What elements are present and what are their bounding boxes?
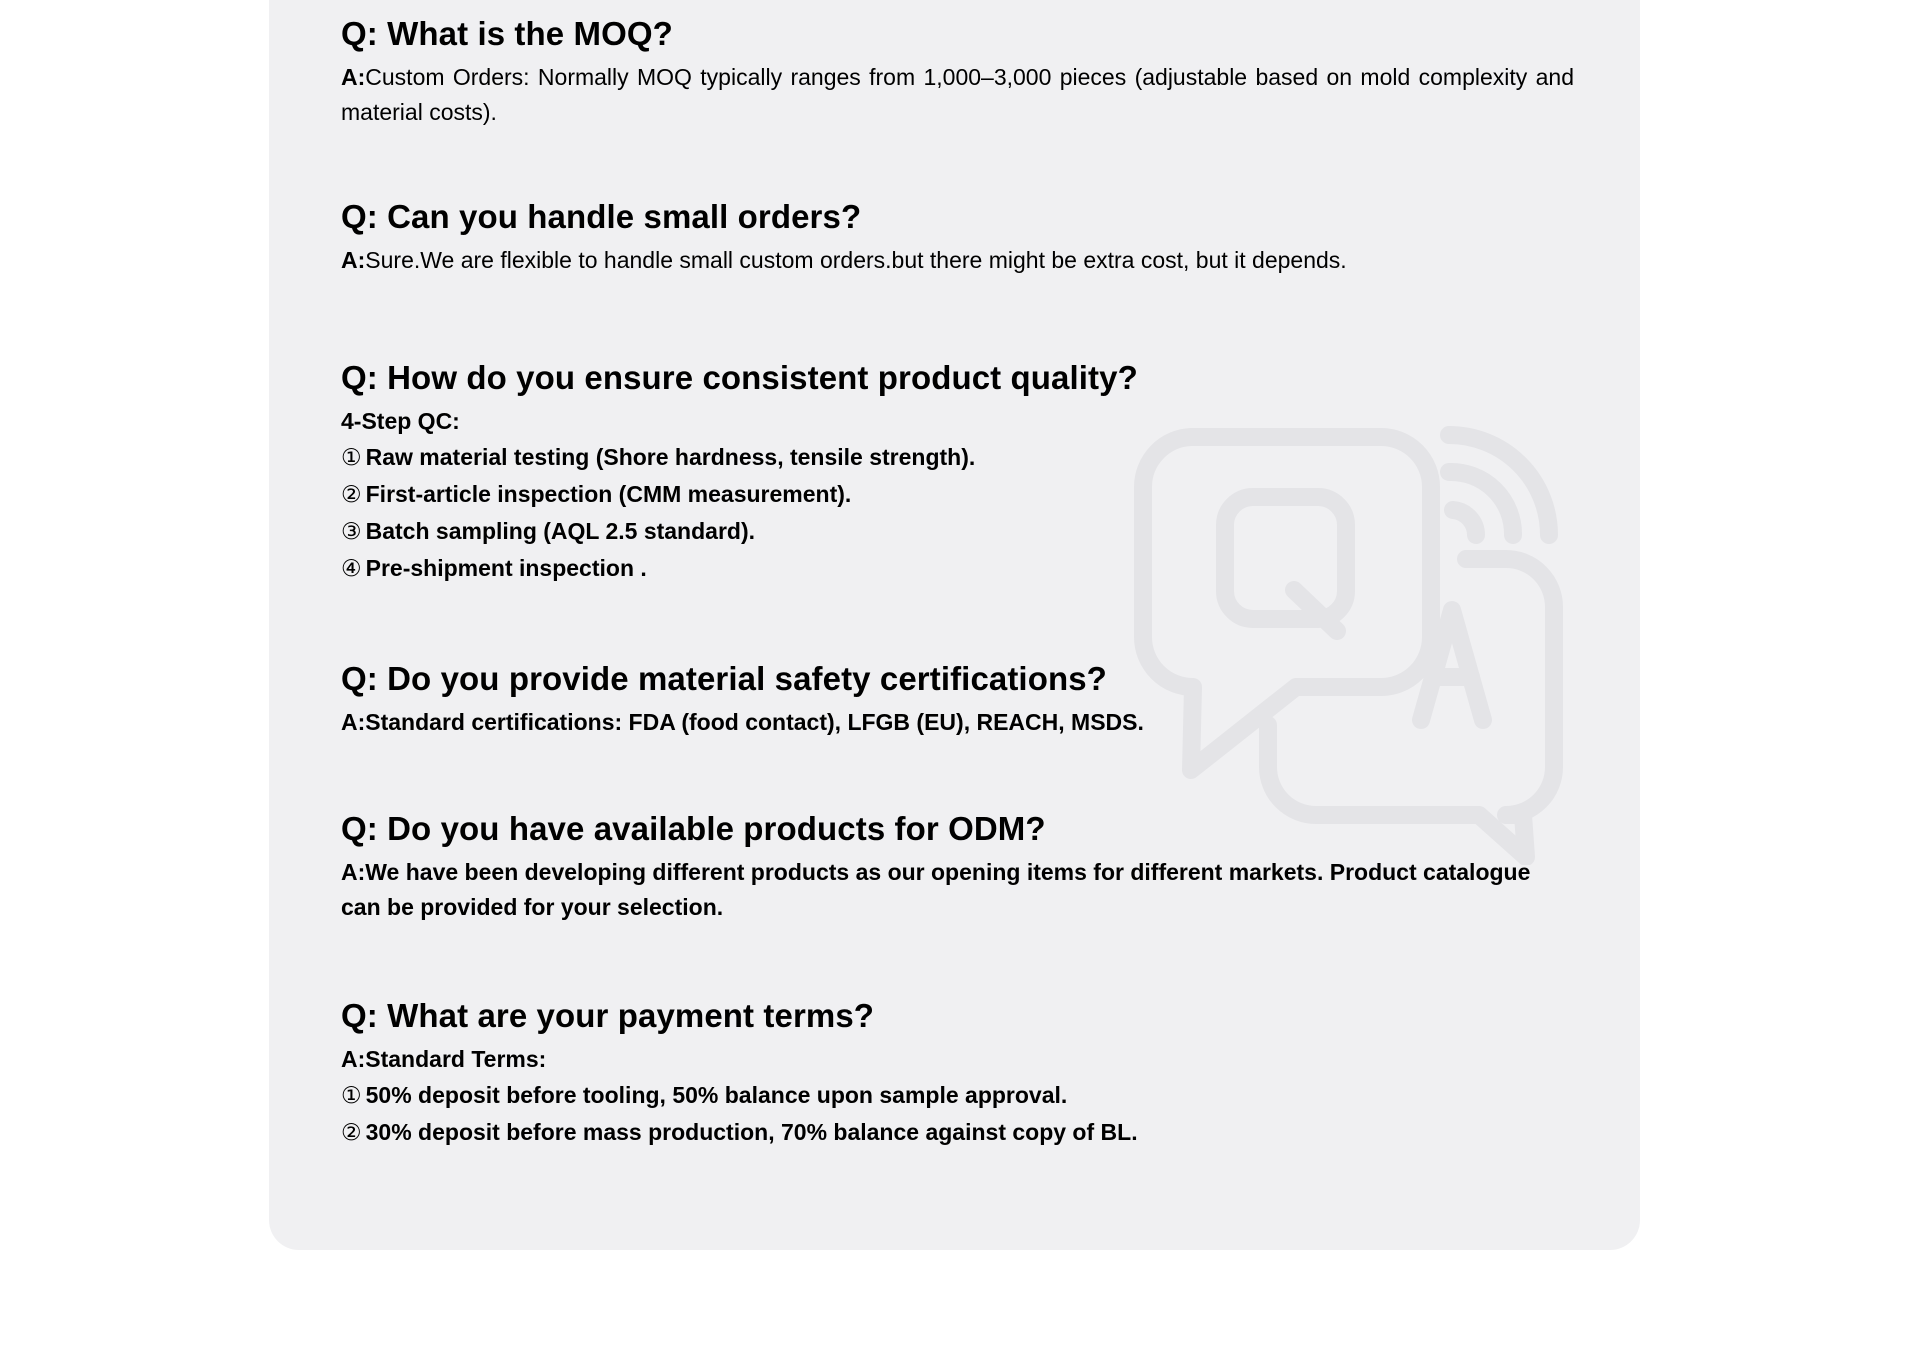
qc-step (341, 439, 1574, 476)
answer-intro: A:Standard Terms: (341, 1046, 547, 1072)
faq-answer (341, 404, 1574, 587)
faq-question: Q: How do you ensure consistent product quality? (341, 359, 1138, 396)
step-marker: ④ (341, 556, 362, 582)
faq-item-payment-terms (341, 996, 1574, 1151)
step-text: 50% deposit before tooling, 50% balance upon sample approval. (365, 1082, 1068, 1108)
qc-step (341, 476, 1574, 513)
answer-prefix: A: (341, 64, 366, 90)
faq-answer (341, 243, 1574, 278)
faq-answer (341, 60, 1574, 130)
step-text: Batch sampling (AQL 2.5 standard). (365, 518, 755, 544)
step-marker: ② (341, 482, 362, 508)
faq-item-small-orders (341, 197, 1574, 278)
faq-item-moq (341, 14, 1574, 130)
qc-step (341, 550, 1574, 587)
answer-text: Sure.We are flexible to handle small custom orders.but there might be extra cost, but it depends. (365, 247, 1347, 273)
faq-item-quality (341, 358, 1574, 587)
faq-question: Q: Do you have available products for ODM? (341, 810, 1046, 847)
answer-text: Custom Orders: Normally MOQ typically ranges from 1,000–3,000 pieces (adjustable based on mold complexity and material costs). (341, 64, 1574, 125)
faq-item-odm (341, 809, 1574, 925)
payment-term (341, 1077, 1574, 1114)
step-text: First-article inspection (CMM measurement). (365, 481, 852, 507)
qc-step (341, 513, 1574, 550)
faq-card (269, 0, 1640, 1250)
step-text: Pre-shipment inspection . (365, 555, 647, 581)
step-marker: ① (341, 445, 362, 471)
answer-prefix: A: (341, 247, 366, 273)
faq-answer: A:Standard certifications: FDA (food contact), LFGB (EU), REACH, MSDS. (341, 709, 1144, 735)
answer-intro: 4-Step QC: (341, 408, 460, 434)
step-text: 30% deposit before mass production, 70% balance against copy of BL. (365, 1119, 1138, 1145)
faq-question: Q: Do you provide material safety certifications? (341, 660, 1107, 697)
step-marker: ① (341, 1083, 362, 1109)
step-marker: ② (341, 1120, 362, 1146)
step-text: Raw material testing (Shore hardness, tensile strength). (365, 444, 976, 470)
payment-term (341, 1114, 1574, 1151)
faq-question: Q: What is the MOQ? (341, 15, 673, 52)
faq-answer (341, 1042, 1574, 1151)
faq-item-certifications (341, 659, 1574, 740)
step-marker: ③ (341, 519, 362, 545)
faq-question: Q: What are your payment terms? (341, 997, 875, 1034)
faq-question: Q: Can you handle small orders? (341, 198, 862, 235)
faq-answer: A:We have been developing different products as our opening items for different markets. Product catalogue can be provided for your selection. (341, 859, 1531, 920)
